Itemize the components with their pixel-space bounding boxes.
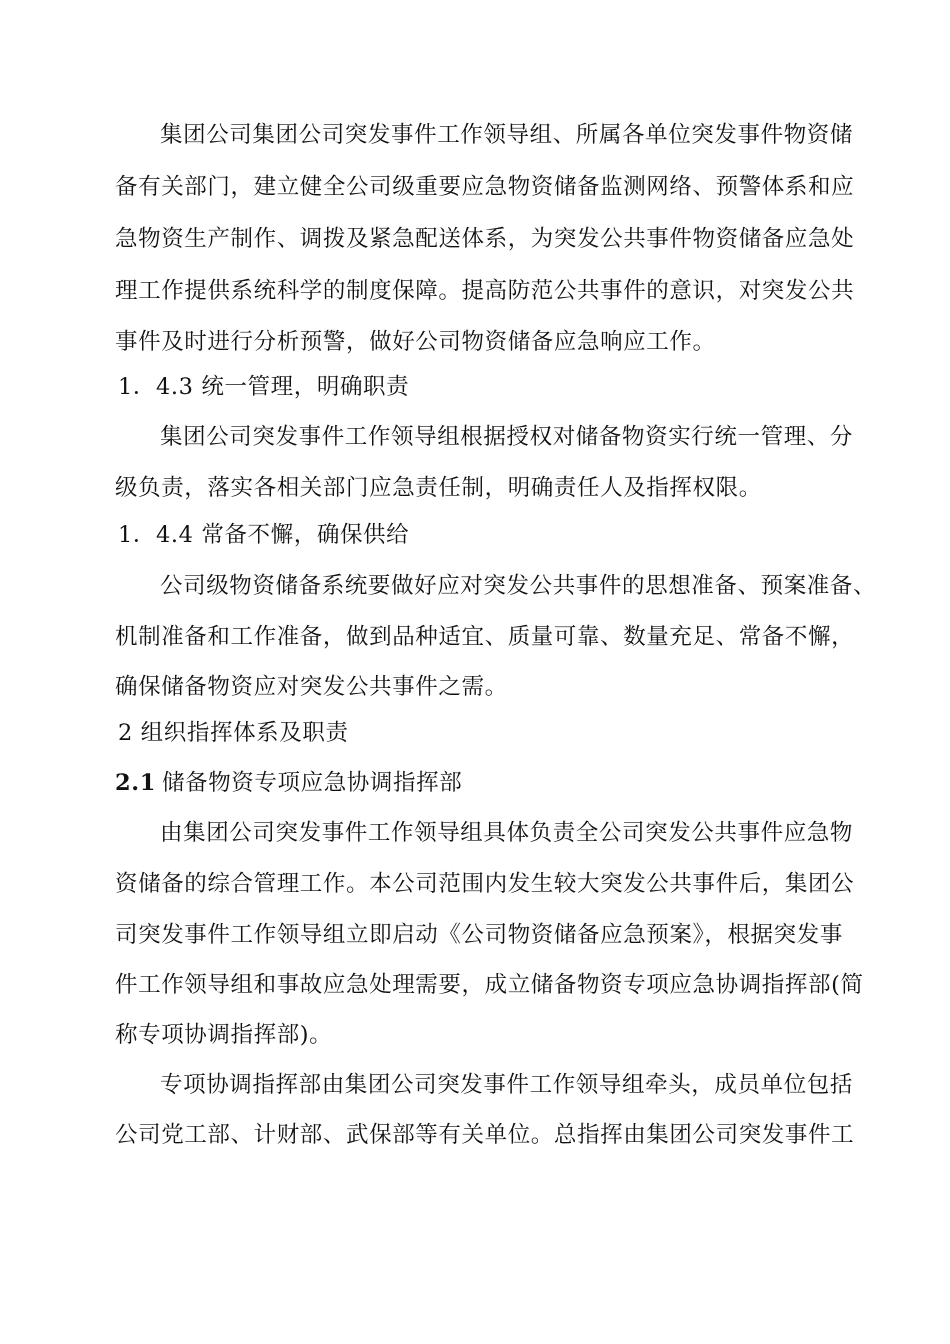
section-number-2-1: 2.1 xyxy=(115,770,156,796)
paragraph-line: 集团公司突发事件工作领导组根据授权对储备物资实行统一管理、分 xyxy=(160,424,854,450)
paragraph-line: 急物资生产制作、调拨及紧急配送体系，为突发公共事件物资储备应急处 xyxy=(115,226,855,252)
paragraph-line: 级负责，落实各相关部门应急责任制，明确责任人及指挥权限。 xyxy=(115,475,762,501)
paragraph-line: 件工作领导组和事故应急处理需要，成立储备物资专项应急协调指挥部(简 xyxy=(115,972,864,998)
paragraph-line: 司突发事件工作领导组立即启动《公司物资储备应急预案》，根据突发事 xyxy=(115,922,843,948)
section-heading-1-4-3: 1．4.3 统一管理，明确职责 xyxy=(118,374,410,400)
paragraph-line: 备有关部门，建立健全公司级重要应急物资储备监测网络、预警体系和应 xyxy=(115,174,855,200)
paragraph-line: 公司级物资储备系统要做好应对突发公共事件的思想准备、预案准备、 xyxy=(160,573,877,599)
chapter-heading-2: 2 组织指挥体系及职责 xyxy=(118,720,349,746)
section-title-2-1: 储备物资专项应急协调指挥部 xyxy=(162,770,463,796)
section-heading-1-4-4: 1．4.4 常备不懈，确保供给 xyxy=(118,522,410,548)
paragraph-line: 事件及时进行分析预警，做好公司物资储备应急响应工作。 xyxy=(115,329,716,355)
paragraph-line: 机制准备和工作准备，做到品种适宜、质量可靠、数量充足、常备不懈， xyxy=(115,624,855,650)
paragraph-line: 专项协调指挥部由集团公司突发事件工作领导组牵头，成员单位包括 xyxy=(160,1072,854,1098)
paragraph-line: 集团公司集团公司突发事件工作领导组、所属各单位突发事件物资储 xyxy=(160,122,854,148)
paragraph-line: 理工作提供系统科学的制度保障。提高防范公共事件的意识，对突发公共 xyxy=(115,278,855,304)
paragraph-line: 资储备的综合管理工作。本公司范围内发生较大突发公共事件后，集团公 xyxy=(115,871,855,897)
paragraph-line: 确保储备物资应对突发公共事件之需。 xyxy=(115,674,508,700)
paragraph-line: 由集团公司突发事件工作领导组具体负责全公司突发公共事件应急物 xyxy=(160,820,854,846)
paragraph-line: 称专项协调指挥部)。 xyxy=(115,1022,333,1048)
paragraph-line: 公司党工部、计财部、武保部等有关单位。总指挥由集团公司突发事件工 xyxy=(115,1122,855,1148)
